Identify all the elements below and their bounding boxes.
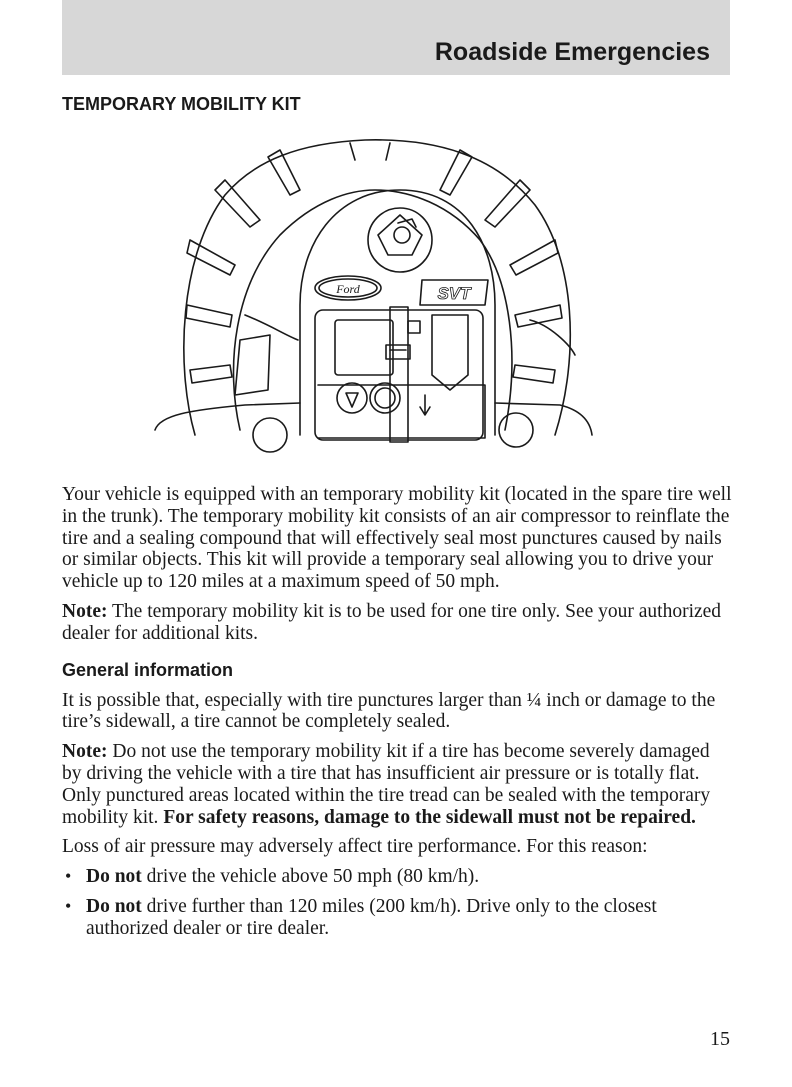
- ford-logo-text: Ford: [336, 282, 360, 296]
- bullet-text: drive further than 120 miles (200 km/h). Drive only to the closest authorized dealer or tire dealer.: [86, 895, 657, 939]
- kit-housing: [300, 190, 495, 435]
- note-label: Note:: [62, 600, 108, 622]
- list-item: [62, 896, 732, 940]
- main-text: [62, 484, 732, 948]
- note-text: The temporary mobility kit is to be used for one tire only. See your authorized dealer for additional kits.: [62, 600, 722, 644]
- header-band: [62, 0, 730, 75]
- general-note: [62, 741, 732, 828]
- list-item: [62, 866, 732, 888]
- bullet-bold: Do not: [86, 895, 142, 917]
- note-text: Do not use the temporary mobility kit if a tire has become severely damaged by driving the vehicle with a tire that has insufficient air pressure or is totally flat. Only punctured areas located within the tire tread can be sealed with the temporary mobility kit.: [62, 741, 711, 828]
- page-number: 15: [710, 1028, 730, 1050]
- section-title: TEMPORARY MOBILITY KIT: [62, 94, 301, 114]
- warning-list: [62, 866, 732, 939]
- bullet-bold: Do not: [86, 866, 142, 888]
- loss-paragraph: Loss of air pressure may adversely affect tire performance. For this reason:: [62, 836, 648, 858]
- general-paragraph: It is possible that, especially with tire punctures larger than ¼ inch or damage to the tire’s sidewall, a tire cannot be completely sealed.: [62, 689, 716, 733]
- svt-logo-text: SVT: [437, 284, 471, 303]
- mobility-kit-illustration: [150, 135, 595, 465]
- intro-paragraph: Your vehicle is equipped with an temporary mobility kit (located in the spare tire well in the trunk). The temporary mobility kit consists of an air compressor to reinflate the tire and a sealing compound that will effectively seal most punctures caused by nails or similar objects. This kit will provide a temporary seal allowing you to drive your vehicle up to 120 miles at a maximum speed of 50 mph.: [62, 484, 732, 593]
- safety-warning: For safety reasons, damage to the sidewall must not be repaired.: [163, 806, 696, 828]
- general-information-heading: General information: [62, 659, 234, 680]
- bullet-icon: •: [65, 866, 72, 887]
- bullet-icon: •: [65, 895, 72, 916]
- intro-note: [62, 601, 732, 645]
- bullet-text: drive the vehicle above 50 mph (80 km/h).: [141, 866, 480, 888]
- note-label: Note:: [62, 741, 108, 763]
- chapter-title: Roadside Emergencies: [434, 38, 710, 66]
